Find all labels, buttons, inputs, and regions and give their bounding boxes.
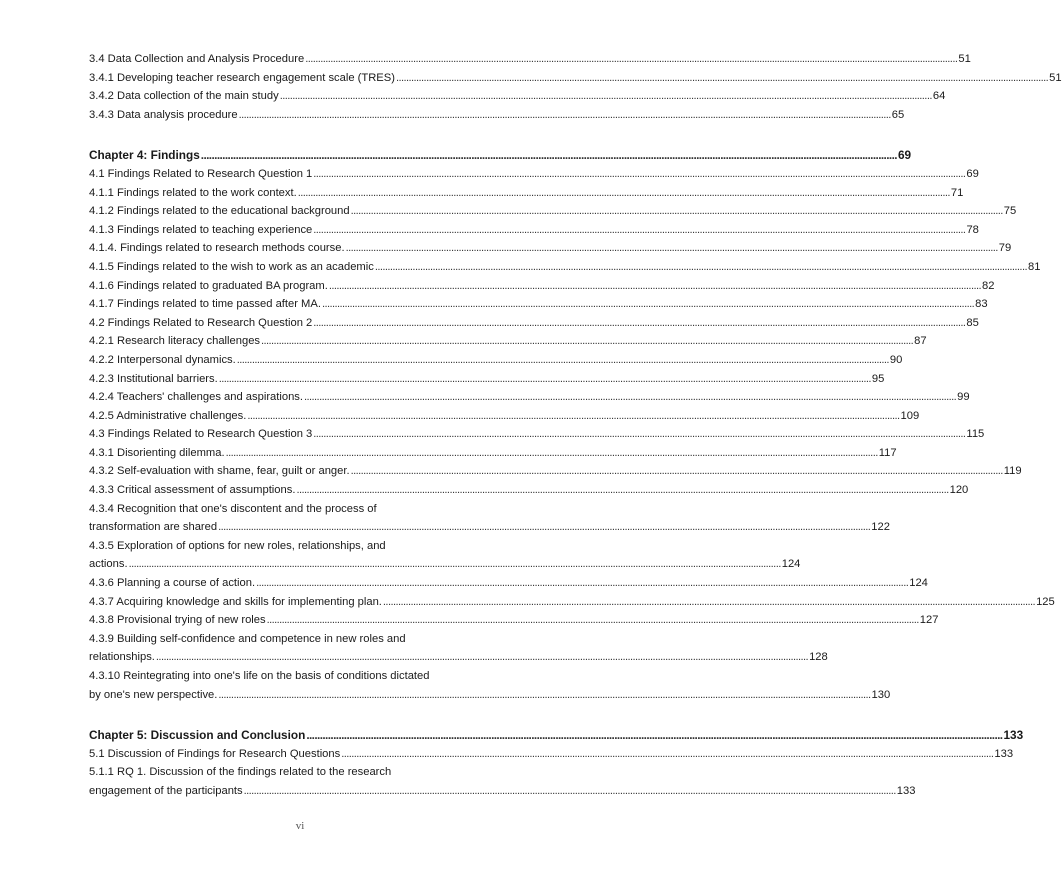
toc-entry-page: 75 [1003,205,1017,218]
toc-section [89,50,1062,124]
toc-entry-page: 120 [949,484,969,497]
toc-entry-title: 4.1.5 Findings related to the wish to work as an academic [89,260,374,273]
toc-entry-title: 4.3.6 Planning a course of action. [89,577,256,590]
toc-entry-title-line: 4.3.9 Building self-confidence and competence in new roles and [89,632,406,645]
toc-entry-title: 4.3.3 Critical assessment of assumptions. [89,484,296,497]
toc-entry-title: 4.3.1 Disorienting dilemma. [89,446,225,459]
toc-entry[interactable] [89,425,985,444]
toc-entry[interactable] [89,295,988,314]
toc-entry-page: 87 [914,335,927,348]
toc-entry-title: by one's new perspective. [89,688,218,701]
toc-entry-title: 3.4.3 Data analysis procedure [89,108,238,121]
toc-entry-title: 3.4.1 Developing teacher research engagement scale (TRES) [89,71,395,84]
toc-entry[interactable] [89,407,920,426]
toc-entry[interactable] [89,277,995,296]
toc-entry-page: 69 [966,167,979,180]
toc-entry-title: 4.3.8 Provisional trying of new roles [89,614,266,627]
toc-section [89,146,1055,704]
toc-section [89,726,1024,800]
toc-entry-page: 79 [998,242,1012,255]
table-of-contents [89,50,1062,801]
toc-entry-title: 4.3.2 Self-evaluation with shame, fear, guilt or anger. [89,465,350,478]
toc-entry[interactable] [89,87,946,106]
toc-entry-page: 133 [1003,728,1024,743]
toc-entry-page: 125 [1036,595,1055,608]
toc-entry-page: 90 [889,353,903,366]
dot-leader: .................................................................................................................................................................................................................................................................... [313,167,966,180]
toc-entry[interactable] [89,593,1055,612]
toc-entry-page: 95 [871,372,885,385]
toc-entry[interactable] [89,50,971,69]
toc-entry-title: 3.4.2 Data collection of the main study [89,90,279,103]
toc-entry-page: 78 [966,223,979,236]
toc-entry-title: 4.1.3 Findings related to teaching experience [89,223,313,236]
toc-entry-page: 69 [897,148,912,163]
toc-entry-page: 124 [909,577,928,590]
toc-entry-title: 4.1.7 Findings related to time passed after MA. [89,298,321,311]
toc-entry-page: 83 [975,298,988,311]
toc-entry[interactable] [89,69,1062,88]
dot-leader: .................................................................................................................................................................................................................................................................... [350,465,1003,478]
toc-entry[interactable] [89,481,969,500]
dot-leader: .................................................................................................................................................................................................................................................................... [218,372,871,385]
dot-leader: .................................................................................................................................................................................................................................................................... [218,521,871,534]
toc-entry[interactable] [89,388,970,407]
toc-entry-title: 4.1.4. Findings related to research methods course. [89,242,345,255]
toc-entry-title: 4.1.1 Findings related to the work context. [89,186,297,199]
toc-entry-page: 51 [1049,71,1062,84]
dot-leader: .................................................................................................................................................................................................................................................................... [297,186,950,199]
toc-entry[interactable] [89,202,1017,221]
page-number: vi [295,820,305,832]
toc-entry[interactable] [89,462,1022,481]
toc-entry-title: 4.1.6 Findings related to graduated BA program. [89,279,328,292]
toc-entry[interactable] [89,574,928,593]
toc-entry-title-line: 4.3.4 Recognition that one's discontent and the process of [89,502,377,515]
toc-chapter-entry[interactable] [89,726,1024,745]
dot-leader: .................................................................................................................................................................................................................................................................... [313,223,966,236]
toc-entry-title: 3.4 Data Collection and Analysis Procedure [89,53,305,65]
toc-entry[interactable] [89,745,1014,764]
toc-entry-page: 122 [871,521,890,534]
toc-entry-title-line: 5.1.1 RQ 1. Discussion of the findings related to the research [89,766,392,779]
dot-leader: .................................................................................................................................................................................................................................................................... [306,728,1003,743]
toc-entry-title-line: 4.3.10 Reintegrating into one's life on the basis of conditions dictated [89,670,430,682]
toc-entry-page: 127 [919,614,939,627]
toc-entry-title: 4.1.2 Findings related to the educational background [89,205,350,218]
dot-leader: .................................................................................................................................................................................................................................................................... [296,484,949,497]
dot-leader: .................................................................................................................................................................................................................................................................... [155,651,809,664]
toc-entry-title: Chapter 5: Discussion and Conclusion [89,728,306,743]
toc-entry-page: 81 [1027,260,1041,273]
toc-entry-title-line: 4.3.5 Exploration of options for new roles, relationships, and [89,539,386,552]
dot-leader: .................................................................................................................................................................................................................................................................... [350,205,1003,218]
toc-entry-page: 64 [932,90,946,103]
toc-entry[interactable] [89,184,964,203]
toc-entry-title: Chapter 4: Findings [89,148,200,163]
toc-entry-title: 4.2.4 Teachers' challenges and aspirations. [89,391,304,404]
section-gap [89,124,500,146]
section-gap [89,704,500,726]
toc-entry-title: 4.2.2 Interpersonal dynamics. [89,353,236,366]
toc-entry-page: 115 [966,428,985,441]
toc-entry[interactable] [89,106,905,125]
dot-leader: .................................................................................................................................................................................................................................................................... [374,260,1027,273]
dot-leader: .................................................................................................................................................................................................................................................................... [266,614,919,627]
dot-leader: .................................................................................................................................................................................................................................................................... [341,747,994,760]
dot-leader: .................................................................................................................................................................................................................................................................... [304,391,957,404]
dot-leader: .................................................................................................................................................................................................................................................................... [313,316,966,329]
dot-leader: .................................................................................................................................................................................................................................................................... [238,108,891,121]
toc-entry[interactable] [89,332,927,351]
dot-leader: .................................................................................................................................................................................................................................................................... [247,409,900,422]
toc-entry[interactable] [89,444,897,463]
dot-leader: .................................................................................................................................................................................................................................................................... [225,446,878,459]
toc-entry-page: 71 [950,186,964,199]
toc-entry-title: 4.2.1 Research literacy challenges [89,335,261,348]
dot-leader: .................................................................................................................................................................................................................................................................... [200,148,897,163]
toc-entry[interactable] [89,258,1041,277]
dot-leader: .................................................................................................................................................................................................................................................................... [305,53,958,65]
toc-entry[interactable] [89,370,885,389]
dot-leader: .................................................................................................................................................................................................................................................................... [261,335,914,348]
toc-entry-title: engagement of the participants [89,784,243,797]
toc-entry[interactable] [89,611,939,630]
toc-entry[interactable] [89,351,903,370]
toc-entry-page: 119 [1003,465,1022,478]
toc-entry-title: 5.1 Discussion of Findings for Research Questions [89,747,341,760]
toc-entry-page: 128 [809,651,828,664]
toc-entry[interactable] [89,537,801,574]
toc-entry-page: 85 [966,316,979,329]
toc-entry[interactable] [89,763,916,800]
dot-leader: .................................................................................................................................................................................................................................................................... [256,577,909,590]
toc-entry-page: 133 [896,784,916,797]
toc-entry[interactable] [89,221,979,240]
dot-leader: .................................................................................................................................................................................................................................................................... [243,784,896,797]
toc-entry-title: relationships. [89,651,155,664]
toc-entry[interactable] [89,630,828,667]
toc-chapter-entry[interactable] [89,146,912,165]
toc-entry-page: 117 [878,446,897,459]
toc-entry-title: transformation are shared [89,521,218,534]
dot-leader: .................................................................................................................................................................................................................................................................... [382,595,1036,608]
toc-entry-title: 4.2 Findings Related to Research Question 2 [89,316,313,329]
dot-leader: .................................................................................................................................................................................................................................................................... [218,688,871,701]
toc-entry-title: 4.3.7 Acquiring knowledge and skills for implementing plan. [89,595,382,608]
dot-leader: .................................................................................................................................................................................................................................................................... [313,428,966,441]
toc-entry-page: 99 [957,391,970,404]
dot-leader: .................................................................................................................................................................................................................................................................... [395,71,1049,84]
dot-leader: .................................................................................................................................................................................................................................................................... [128,558,781,571]
toc-entry-page: 124 [781,558,801,571]
toc-entry[interactable] [89,239,1012,258]
toc-entry-page: 51 [958,53,971,65]
toc-entry-page: 82 [981,279,995,292]
toc-entry[interactable] [89,500,890,537]
dot-leader: .................................................................................................................................................................................................................................................................... [328,279,981,292]
toc-entry-title: 4.1 Findings Related to Research Question 1 [89,167,313,180]
toc-entry-page: 109 [900,409,920,422]
toc-entry[interactable] [89,667,891,704]
toc-entry-title: 4.2.5 Administrative challenges. [89,409,247,422]
dot-leader: .................................................................................................................................................................................................................................................................... [345,242,998,255]
toc-entry-page: 130 [871,688,891,701]
toc-entry-title: 4.2.3 Institutional barriers. [89,372,218,385]
toc-entry[interactable] [89,165,979,184]
toc-entry-title: 4.3 Findings Related to Research Question 3 [89,428,313,441]
dot-leader: .................................................................................................................................................................................................................................................................... [279,90,932,103]
toc-entry-page: 65 [891,108,905,121]
toc-entry[interactable] [89,314,979,333]
toc-entry-title: actions. [89,558,128,571]
dot-leader: .................................................................................................................................................................................................................................................................... [321,298,975,311]
dot-leader: .................................................................................................................................................................................................................................................................... [236,353,889,366]
toc-entry-page: 133 [994,747,1014,760]
